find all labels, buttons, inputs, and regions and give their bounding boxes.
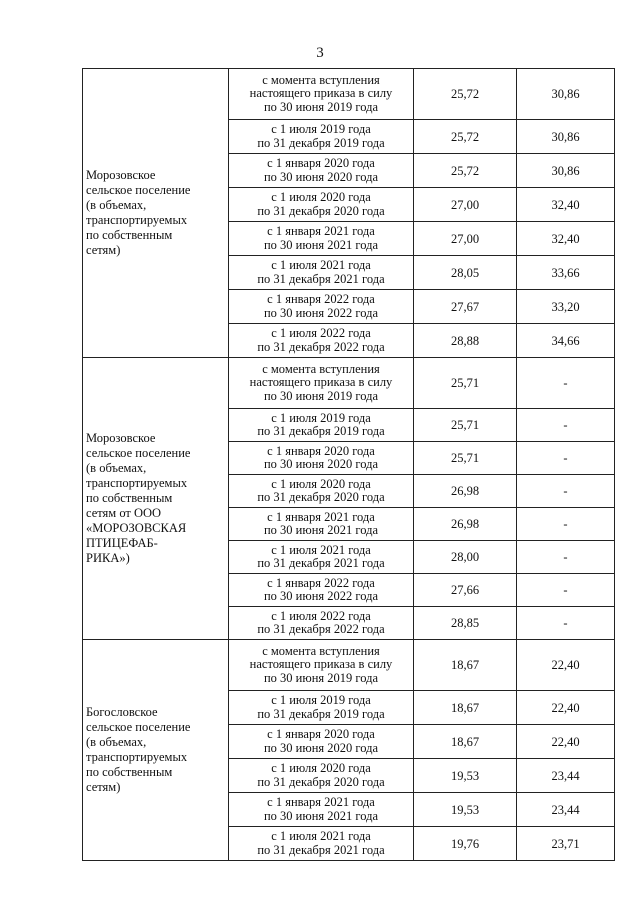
period-cell: с 1 июля 2019 года по 31 декабря 2019 года xyxy=(229,691,414,725)
tariff-value-cell: 25,72 xyxy=(414,120,517,154)
tariff-value-vat-cell: - xyxy=(517,508,615,541)
tariff-value-cell: 25,71 xyxy=(414,358,517,409)
tariff-value-vat-cell: - xyxy=(517,607,615,640)
tariff-value-cell: 18,67 xyxy=(414,640,517,691)
period-cell: с 1 января 2021 года по 30 июня 2021 года xyxy=(229,793,414,827)
period-cell: с 1 января 2021 года по 30 июня 2021 года xyxy=(229,508,414,541)
period-cell: с 1 июля 2021 года по 31 декабря 2021 года xyxy=(229,827,414,861)
tariff-value-vat-cell: 22,40 xyxy=(517,725,615,759)
tariff-value-vat-cell: - xyxy=(517,358,615,409)
tariff-value-cell: 28,85 xyxy=(414,607,517,640)
tariff-value-cell: 19,53 xyxy=(414,759,517,793)
period-cell: с момента вступления настоящего приказа в силу по 30 июня 2019 года xyxy=(229,640,414,691)
period-cell: с 1 января 2020 года по 30 июня 2020 года xyxy=(229,725,414,759)
settlement-name-cell: Богословское сельское поселение (в объемах, транспортируемых по собственным сетям) xyxy=(83,640,229,861)
period-cell: с 1 января 2022 года по 30 июня 2022 года xyxy=(229,574,414,607)
tariff-value-vat-cell: 30,86 xyxy=(517,69,615,120)
tariff-value-vat-cell: 33,20 xyxy=(517,290,615,324)
tariff-value-cell: 28,88 xyxy=(414,324,517,358)
tariff-value-cell: 25,72 xyxy=(414,154,517,188)
tariff-value-vat-cell: 23,71 xyxy=(517,827,615,861)
tariff-table xyxy=(82,68,615,861)
tariff-value-cell: 18,67 xyxy=(414,725,517,759)
table-row xyxy=(83,640,615,691)
settlement-name-cell: Морозовское сельское поселение (в объемах, транспортируемых по собственным сетям от ООО «МОРОЗОВСКАЯ ПТИЦЕФАБ- РИКА») xyxy=(83,358,229,640)
tariff-value-vat-cell: 30,86 xyxy=(517,154,615,188)
period-cell: с 1 января 2020 года по 30 июня 2020 года xyxy=(229,442,414,475)
tariff-value-cell: 28,00 xyxy=(414,541,517,574)
tariff-value-vat-cell: 34,66 xyxy=(517,324,615,358)
period-cell: с момента вступления настоящего приказа в силу по 30 июня 2019 года xyxy=(229,69,414,120)
tariff-value-cell: 18,67 xyxy=(414,691,517,725)
tariff-value-vat-cell: 22,40 xyxy=(517,691,615,725)
tariff-value-cell: 27,00 xyxy=(414,188,517,222)
period-cell: с 1 июля 2020 года по 31 декабря 2020 года xyxy=(229,188,414,222)
page-number: 3 xyxy=(316,45,324,61)
period-cell: с 1 июля 2022 года по 31 декабря 2022 года xyxy=(229,607,414,640)
period-cell: с 1 января 2020 года по 30 июня 2020 года xyxy=(229,154,414,188)
tariff-value-vat-cell: - xyxy=(517,442,615,475)
period-cell: с 1 июля 2020 года по 31 декабря 2020 года xyxy=(229,759,414,793)
tariff-value-cell: 25,71 xyxy=(414,442,517,475)
tariff-value-cell: 27,00 xyxy=(414,222,517,256)
tariff-value-vat-cell: 22,40 xyxy=(517,640,615,691)
tariff-value-vat-cell: 23,44 xyxy=(517,759,615,793)
tariff-value-cell: 25,72 xyxy=(414,69,517,120)
tariff-value-cell: 26,98 xyxy=(414,508,517,541)
period-cell: с 1 июля 2021 года по 31 декабря 2021 года xyxy=(229,256,414,290)
tariff-value-vat-cell: 30,86 xyxy=(517,120,615,154)
tariff-table-body xyxy=(83,69,615,861)
tariff-value-cell: 19,53 xyxy=(414,793,517,827)
period-cell: с 1 июля 2020 года по 31 декабря 2020 года xyxy=(229,475,414,508)
period-cell: с 1 января 2021 года по 30 июня 2021 года xyxy=(229,222,414,256)
tariff-value-cell: 19,76 xyxy=(414,827,517,861)
period-cell: с 1 января 2022 года по 30 июня 2022 года xyxy=(229,290,414,324)
tariff-value-vat-cell: 32,40 xyxy=(517,188,615,222)
tariff-value-cell: 26,98 xyxy=(414,475,517,508)
tariff-value-vat-cell: 33,66 xyxy=(517,256,615,290)
tariff-value-cell: 25,71 xyxy=(414,409,517,442)
tariff-value-vat-cell: 23,44 xyxy=(517,793,615,827)
table-row xyxy=(83,69,615,120)
tariff-value-cell: 27,67 xyxy=(414,290,517,324)
tariff-value-vat-cell: - xyxy=(517,475,615,508)
period-cell: с момента вступления настоящего приказа в силу по 30 июня 2019 года xyxy=(229,358,414,409)
table-row xyxy=(83,358,615,409)
period-cell: с 1 июля 2019 года по 31 декабря 2019 года xyxy=(229,120,414,154)
tariff-value-vat-cell: - xyxy=(517,409,615,442)
tariff-value-cell: 28,05 xyxy=(414,256,517,290)
period-cell: с 1 июля 2022 года по 31 декабря 2022 года xyxy=(229,324,414,358)
tariff-value-vat-cell: 32,40 xyxy=(517,222,615,256)
period-cell: с 1 июля 2021 года по 31 декабря 2021 года xyxy=(229,541,414,574)
tariff-value-vat-cell: - xyxy=(517,541,615,574)
tariff-value-vat-cell: - xyxy=(517,574,615,607)
period-cell: с 1 июля 2019 года по 31 декабря 2019 года xyxy=(229,409,414,442)
settlement-name-cell: Морозовское сельское поселение (в объемах, транспортируемых по собственным сетям) xyxy=(83,69,229,358)
tariff-value-cell: 27,66 xyxy=(414,574,517,607)
